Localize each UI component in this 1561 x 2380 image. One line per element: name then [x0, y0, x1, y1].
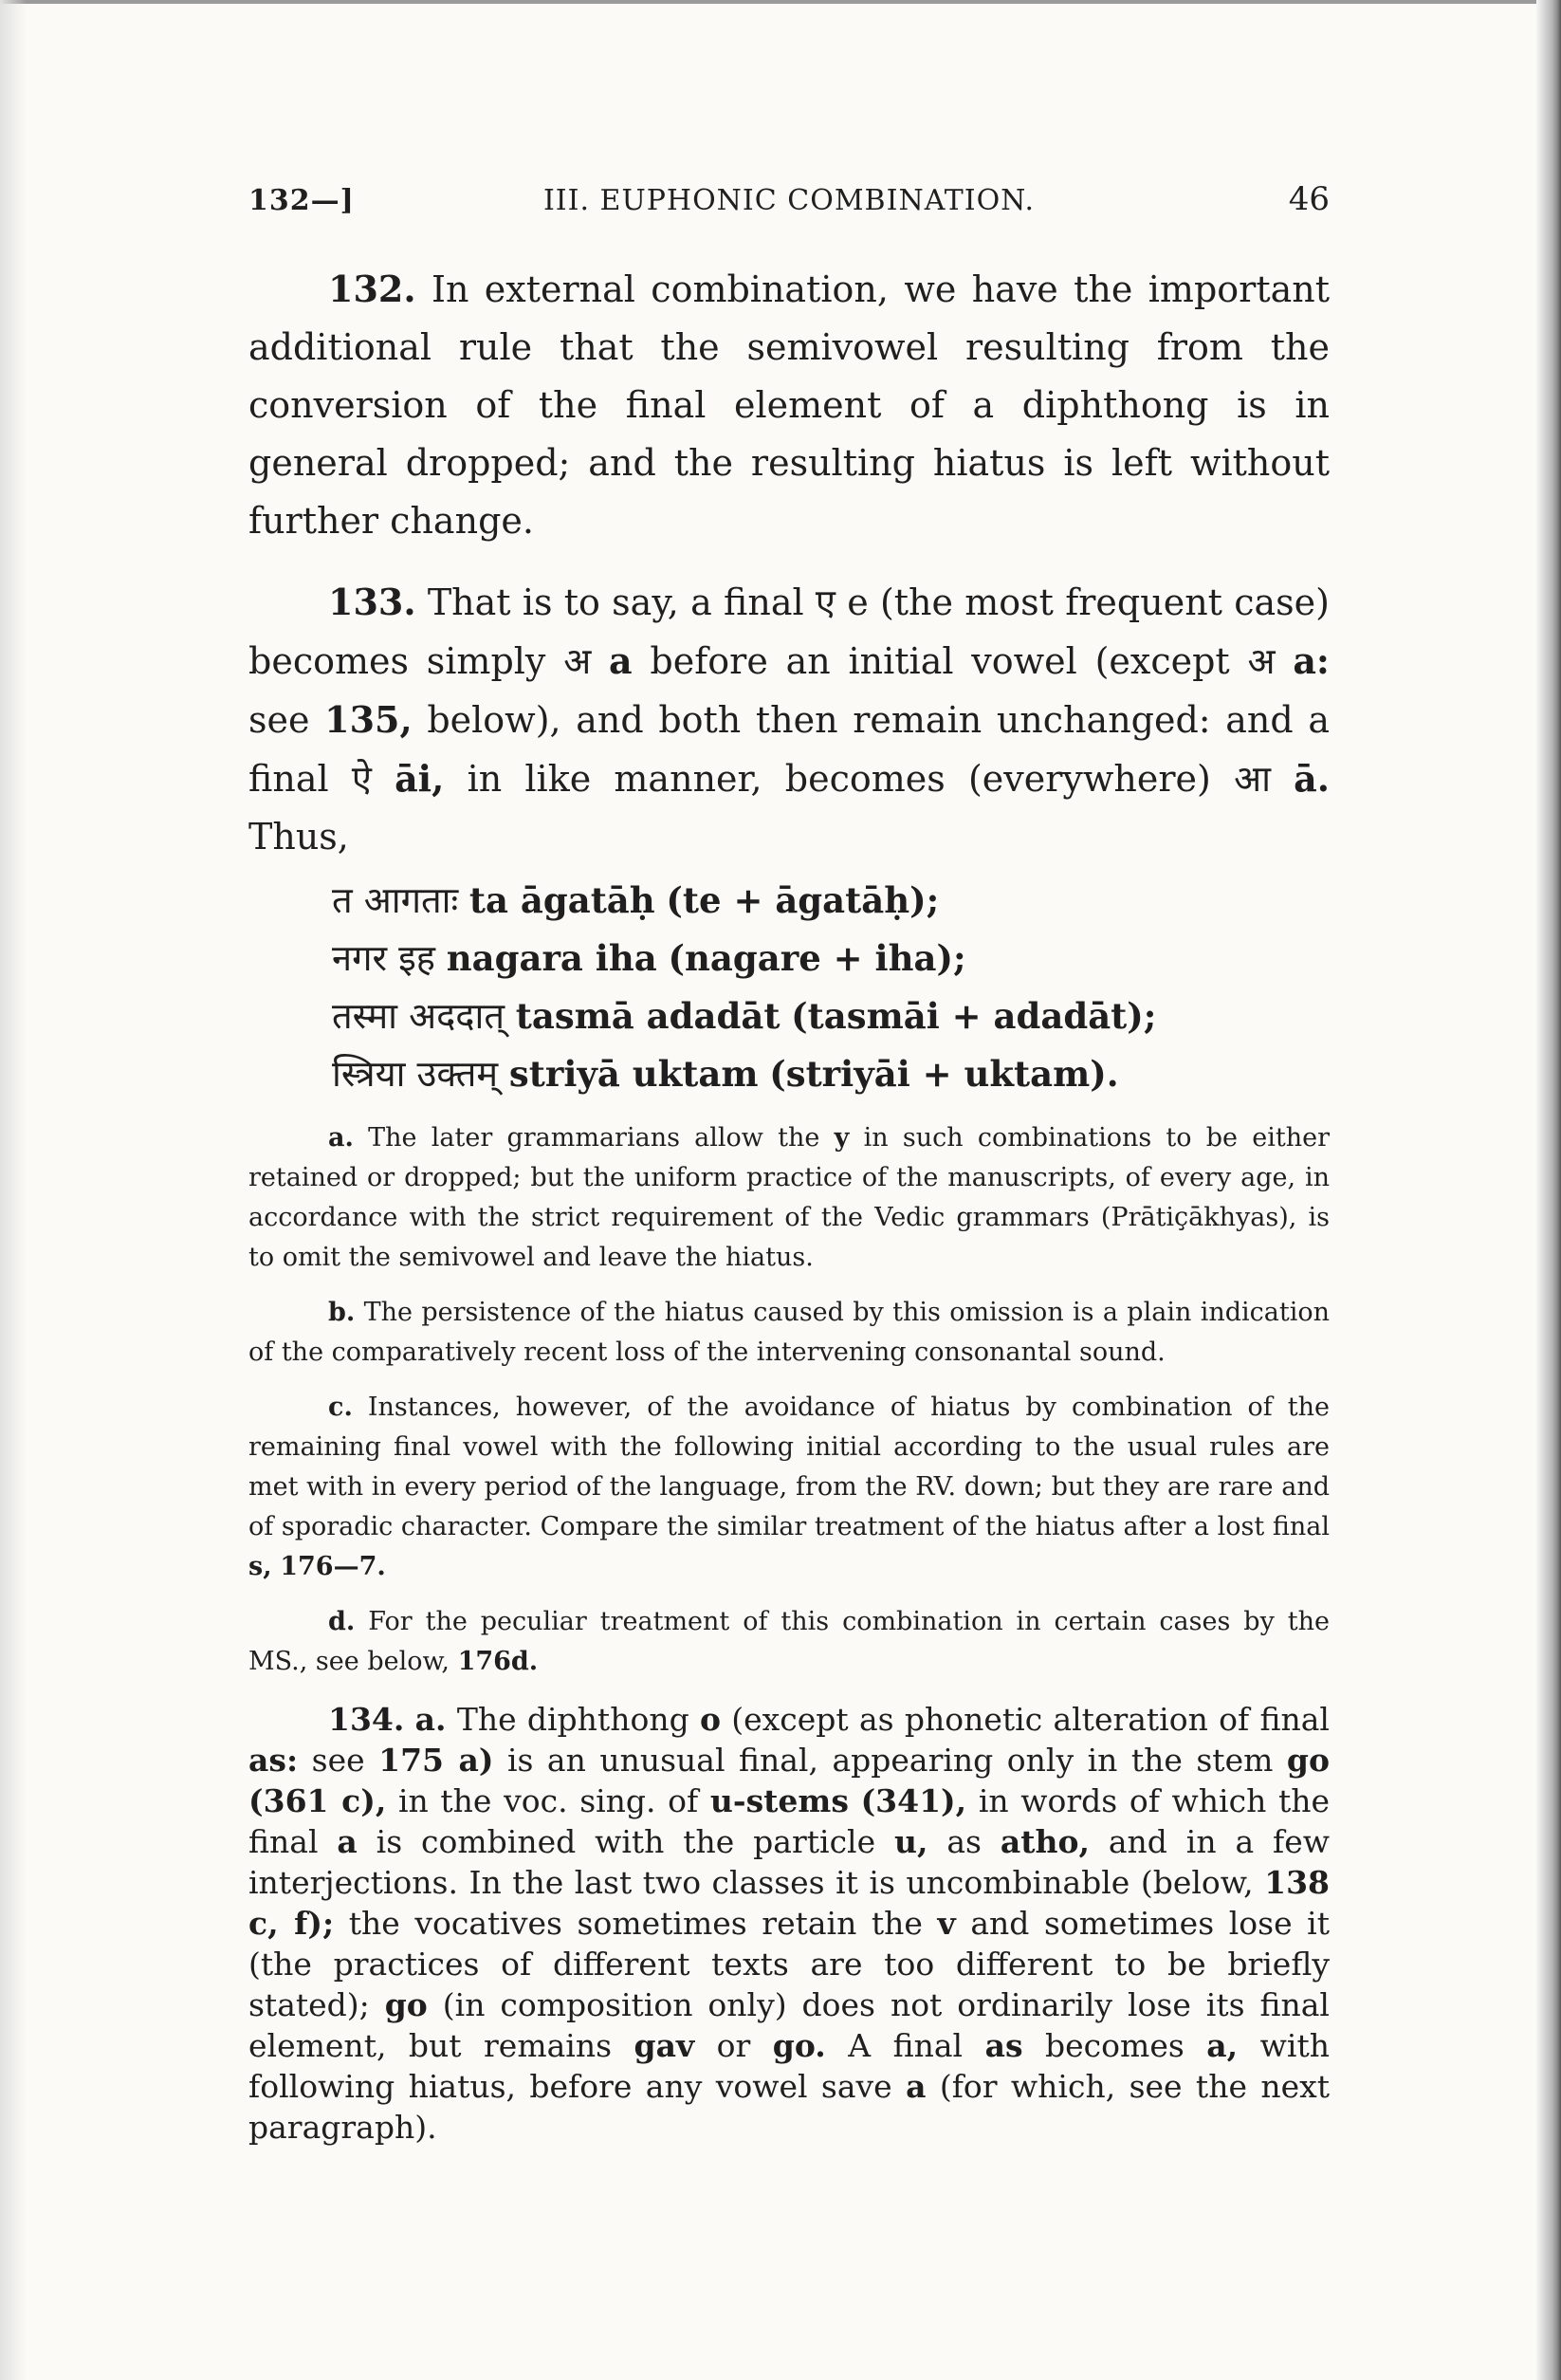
text: The diphthong	[456, 1701, 689, 1738]
text: A final	[848, 2027, 964, 2064]
devanagari: आ	[1234, 758, 1271, 800]
note-label: d.	[328, 1607, 356, 1636]
devanagari: नगर इह	[332, 937, 435, 979]
subsection-label: a.	[414, 1701, 447, 1738]
text: and sometimes lose it (the practices of different texts are too different to be briefly stated);	[248, 1905, 1330, 2023]
text: (for which, see the next paragraph).	[248, 2068, 1330, 2146]
example-line	[332, 987, 1330, 1045]
text: is an unusual final, appearing only in the stem	[506, 1742, 1274, 1779]
translit: striyā uktam	[508, 1053, 759, 1095]
devanagari: ऐ	[351, 758, 372, 800]
text: (except as phonetic alteration of final	[731, 1701, 1330, 1738]
text: see	[248, 699, 310, 741]
translit: tasmā adadāt	[515, 995, 780, 1037]
translit: ta āgatāḥ	[468, 879, 655, 921]
paragraph-132	[248, 260, 1330, 550]
translit: u,	[894, 1823, 928, 1860]
gloss: (tasmāi + adadāt);	[791, 995, 1157, 1037]
note-b	[248, 1293, 1330, 1373]
text: in words of which the final	[248, 1782, 1331, 1860]
text: in like manner, becomes (everywhere)	[467, 758, 1211, 800]
gloss: (striyāi + uktam).	[769, 1053, 1119, 1095]
translit: o	[699, 1701, 721, 1738]
translit: go.	[772, 2027, 826, 2064]
chapter-title: III. EUPHONIC COMBINATION.	[542, 184, 1036, 217]
translit: a	[337, 1823, 358, 1860]
section-number: 133.	[328, 581, 416, 623]
text: The later grammarians allow the	[368, 1123, 820, 1153]
translit: y	[834, 1123, 850, 1153]
text: e (the most frequent case) becomes simply	[248, 581, 1330, 682]
cross-reference: (361 c),	[248, 1782, 387, 1819]
paragraph-133	[248, 573, 1330, 866]
text: the vocatives sometimes retain the	[348, 1905, 923, 1942]
text: below), and both then remain unchanged: and a final	[248, 699, 1330, 800]
cross-reference: 138 c, f);	[248, 1864, 1330, 1942]
text: becomes	[1045, 2027, 1185, 2064]
devanagari: ए	[815, 581, 836, 623]
translit: go	[1286, 1742, 1330, 1779]
translit: a:	[1293, 639, 1330, 682]
page-number: 46	[1288, 180, 1330, 218]
translit: s,	[248, 1552, 272, 1581]
note-d	[248, 1602, 1330, 1682]
cross-reference: 175 a)	[378, 1742, 494, 1779]
devanagari: स्त्रिया उक्तम्	[332, 1053, 499, 1095]
text: The persistence of the hiatus caused by this omission is a plain indication of the comparatively recent loss of the intervening consonantal sound.	[248, 1298, 1330, 1367]
scan-right-edge	[1536, 0, 1561, 2380]
translit: a	[906, 2068, 927, 2105]
text: Instances, however, of the avoidance of hiatus by combination of the remaining final vowel with the following initial according to the usual rules are met with in every period of the language, from the RV. down; but they are rare and of sporadic character. Compare the similar treatment of the hiatus after a lost final	[248, 1393, 1330, 1541]
scan-left-shadow	[0, 0, 27, 2380]
text: see	[311, 1742, 365, 1779]
translit: āi,	[395, 757, 445, 800]
translit: go	[384, 1986, 428, 2023]
translit: atho,	[1000, 1823, 1090, 1860]
translit: u-stems	[709, 1782, 849, 1819]
scan-top-edge	[0, 0, 1561, 4]
devanagari: अ	[1247, 640, 1276, 682]
paragraph-134	[248, 1699, 1330, 2148]
translit: nagara iha	[446, 937, 657, 979]
example-line	[332, 872, 1330, 930]
page-body	[248, 260, 1330, 2148]
example-line	[332, 1045, 1330, 1103]
cross-reference: (341),	[860, 1782, 967, 1819]
text: as	[946, 1823, 982, 1860]
gloss: (nagare + iha);	[668, 937, 966, 979]
note-c	[248, 1388, 1330, 1587]
text: is combined with the particle	[376, 1823, 876, 1860]
text: in such combinations to be either retained or dropped; but the uniform practice of the manuscripts, of every age, in accordance with the strict requirement of the Vedic grammars (Prātiçākhyas), is to omit the semivowel and leave the hiatus.	[248, 1123, 1331, 1272]
cross-reference: 176—7.	[280, 1552, 386, 1581]
text: Thus,	[248, 816, 349, 858]
text: with following hiatus, before any vowel save	[248, 2027, 1330, 2105]
cross-reference: 135,	[324, 698, 413, 741]
example-line	[332, 930, 1330, 987]
text: That is to say, a final	[427, 581, 804, 623]
note-a	[248, 1118, 1330, 1278]
paragraph-text: In external combination, we have the important additional rule that the semivowel resulting from the conversion of the final element of a diphthong is in general dropped; and the resulting hiatus is left without further change.	[248, 268, 1330, 542]
translit: gav	[634, 2027, 695, 2064]
translit: a,	[1206, 2027, 1239, 2064]
note-label: c.	[328, 1393, 353, 1422]
text: For the peculiar treatment of this combination in certain cases by the MS., see below,	[248, 1607, 1330, 1676]
section-number: 132.	[328, 268, 416, 310]
cross-reference: 176d.	[457, 1647, 539, 1676]
note-label: a.	[328, 1123, 354, 1153]
translit: a	[609, 639, 633, 682]
running-head	[248, 180, 1330, 228]
text: and in a few interjections. In the last two classes it is uncombinable (below,	[248, 1823, 1330, 1901]
translit: v	[937, 1905, 956, 1942]
text: in the voc. sing. of	[397, 1782, 699, 1819]
gloss: (te + āgatāḥ);	[666, 879, 940, 921]
devanagari: त आगताः	[332, 879, 459, 921]
section-range: 132—]	[248, 184, 355, 217]
devanagari: तस्मा अददात्	[332, 995, 505, 1037]
text: or	[716, 2027, 751, 2064]
note-label: b.	[328, 1298, 356, 1327]
devanagari: अ	[563, 640, 592, 682]
example-list	[332, 872, 1330, 1103]
section-number: 134.	[328, 1701, 405, 1738]
text: (in composition only) does not ordinarily lose its final element, but remains	[248, 1986, 1330, 2064]
translit: as	[984, 2027, 1023, 2064]
translit: as:	[248, 1742, 299, 1779]
text: before an initial vowel (except	[650, 640, 1230, 682]
translit: ā.	[1294, 757, 1330, 800]
